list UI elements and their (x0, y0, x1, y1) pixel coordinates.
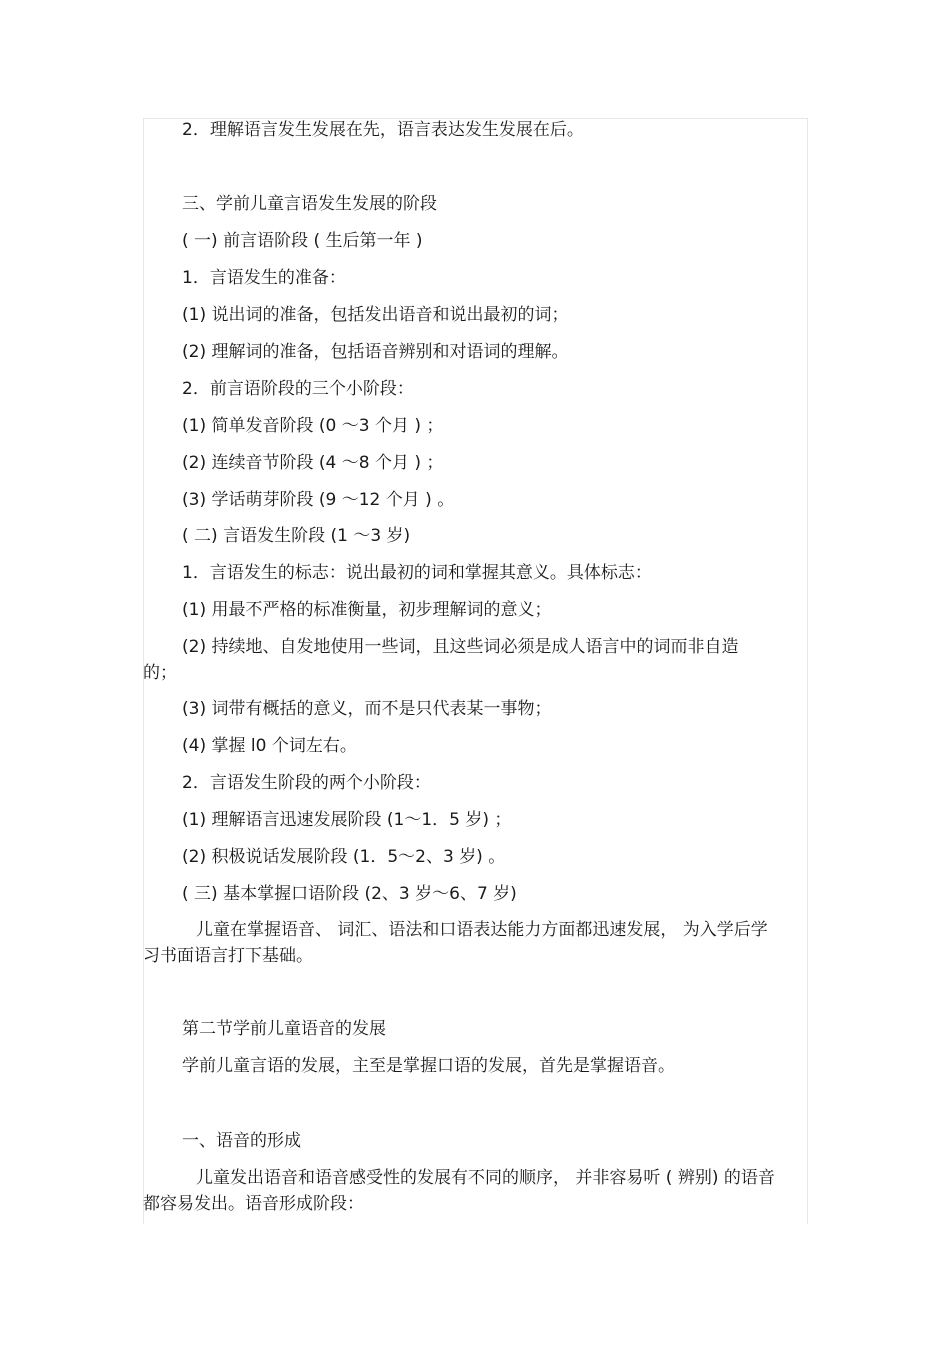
text-line: (2) 连续音节阶段 (4 ～8 个月 ) ； (182, 453, 444, 473)
paragraph-line: 都容易发出。语音形成阶段： (143, 1194, 364, 1214)
text-line: 2．前言语阶段的三个小阶段： (182, 379, 414, 399)
text-line: (1) 理解语言迅速发展阶段 (1～1．5 岁) ； (182, 810, 512, 830)
subsection-heading: ( 一) 前言语阶段 ( 生后第一年 ) (182, 231, 423, 251)
text-line: (3) 学话萌芽阶段 (9 ～12 个月 ) 。 (182, 490, 455, 510)
text-line: (1) 说出词的准备，包括发出语音和说出最初的词； (182, 305, 569, 325)
text-line: (3) 词带有概括的意义，而不是只代表某一事物； (182, 699, 552, 719)
text-line: (2) 积极说话发展阶段 (1．5～2、3 岁) 。 (182, 847, 506, 867)
paragraph-line: 儿童在掌握语音、 词汇、语法和口语表达能力方面都迅速发展， 为入学后学 (196, 920, 768, 940)
text-line: (2) 理解词的准备，包括语音辨别和对语词的理解。 (182, 342, 569, 362)
section-heading: 一、语音的形成 (182, 1131, 301, 1151)
text-line: 学前儿童言语的发展，主至是掌握口语的发展，首先是掌握语音。 (182, 1056, 675, 1076)
text-line: (1) 简单发音阶段 (0 ～3 个月 ) ； (182, 416, 444, 436)
chapter-heading: 第二节学前儿童语音的发展 (182, 1019, 386, 1039)
text-line: (1) 用最不严格的标准衡量，初步理解词的意义； (182, 600, 552, 620)
text-line: 2．言语发生阶段的两个小阶段： (182, 773, 431, 793)
subsection-heading: ( 三) 基本掌握口语阶段 (2、3 岁～6、7 岁) (182, 884, 517, 904)
text-line: 2．理解语言发生发展在先，语言表达发生发展在后。 (182, 120, 584, 140)
subsection-heading: ( 二) 言语发生阶段 (1 ～3 岁) (182, 526, 411, 546)
paragraph-line: 习书面语言打下基础。 (143, 946, 313, 966)
paragraph (143, 1165, 805, 1217)
text-line: (2) 持续地、自发地使用一些词，且这些词必须是成人语言中的词而非自造 (182, 637, 739, 657)
section-heading: 三、学前儿童言语发生发展的阶段 (182, 194, 437, 214)
paragraph-line: 儿童发出语音和语音感受性的发展有不同的顺序， 并非容易听 ( 辨别) 的语音 (196, 1168, 775, 1188)
text-line: 1．言语发生的标志：说出最初的词和掌握其意义。具体标志： (182, 563, 652, 583)
paragraph (143, 917, 805, 969)
text-line-continuation: 的； (143, 663, 177, 683)
text-line: 1．言语发生的准备： (182, 268, 346, 288)
text-line: (4) 掌握 l0 个词左右。 (182, 736, 357, 756)
